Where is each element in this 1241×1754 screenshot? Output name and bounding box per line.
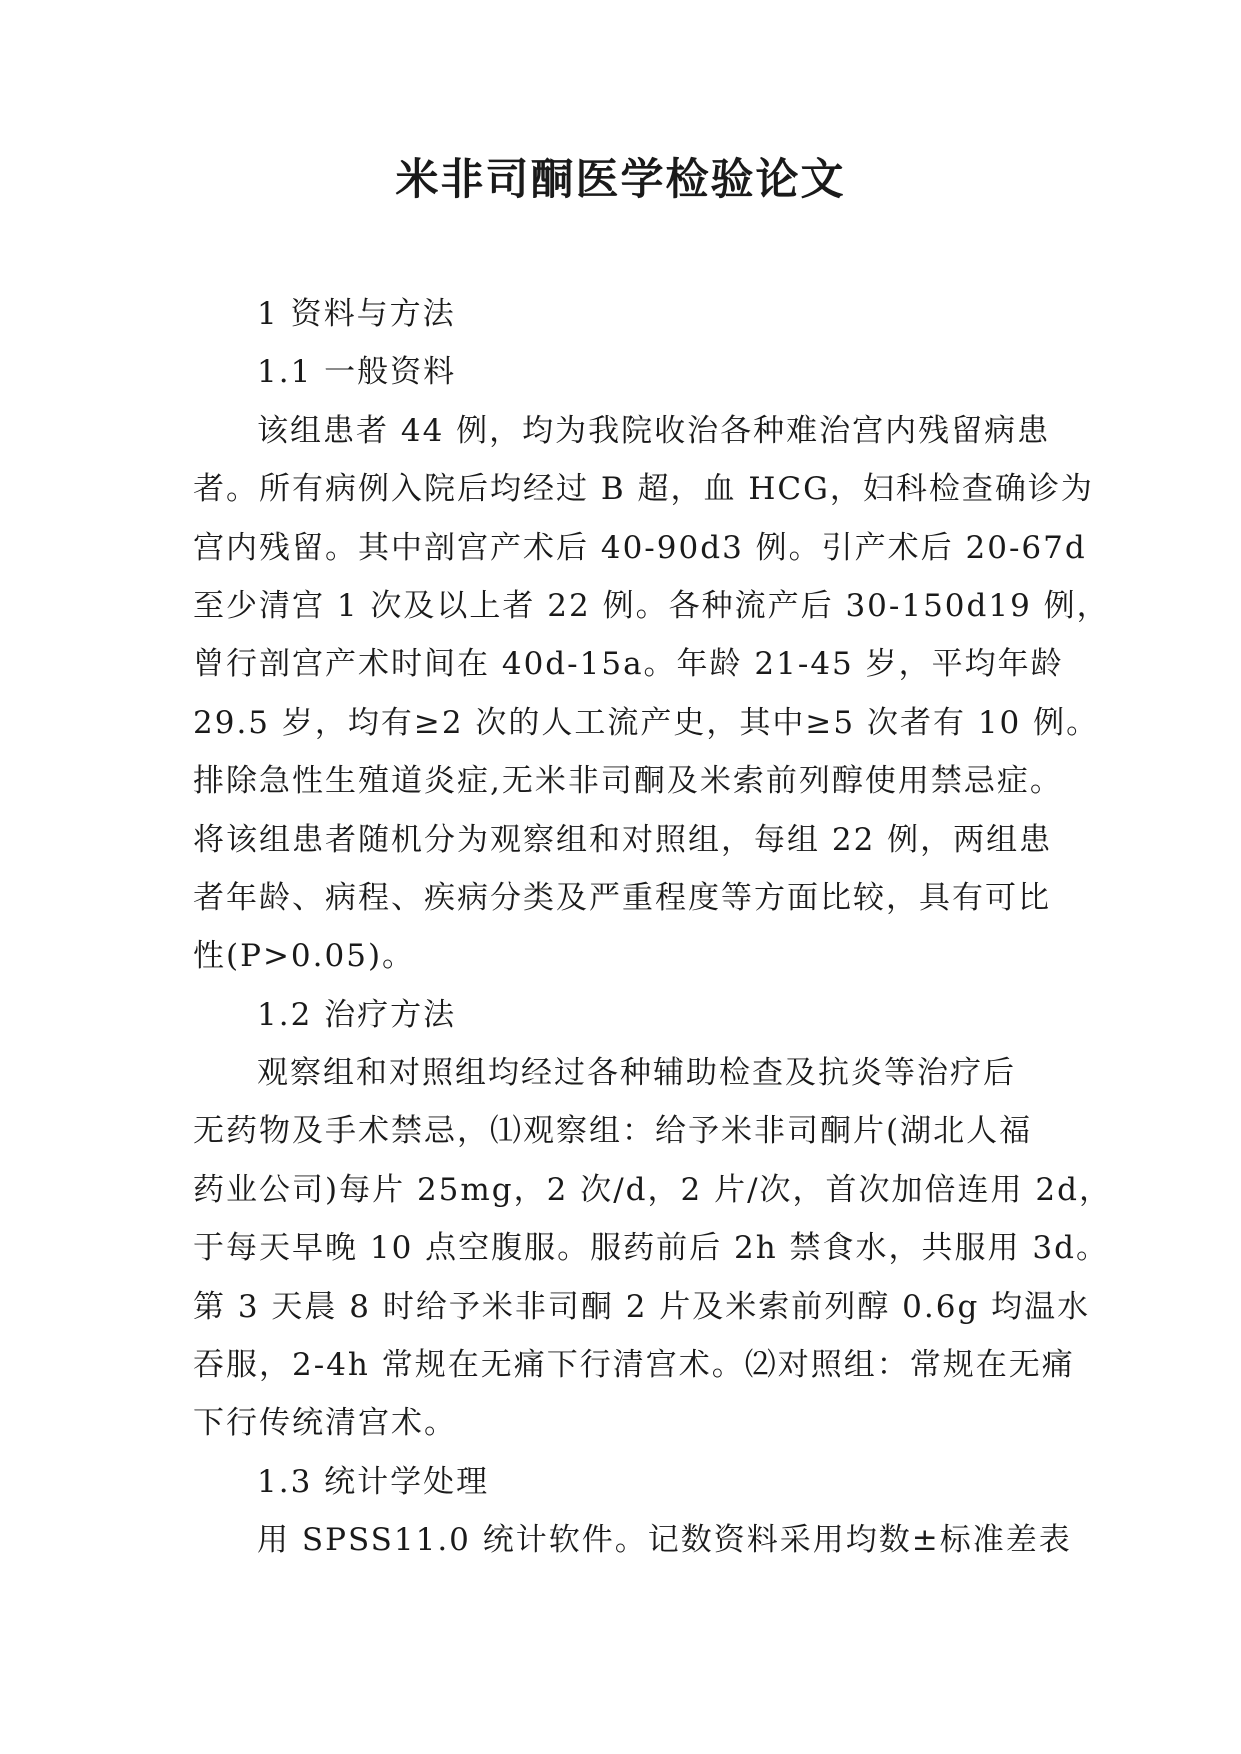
text-line: 曾行剖宫产术时间在 40d-15a。年龄 21-45 岁，平均年龄: [193, 646, 1064, 683]
text-line: 者年龄、病程、疾病分类及严重程度等方面比较，具有可比: [193, 879, 1051, 916]
text-line: 将该组患者随机分为观察组和对照组，每组 22 例，两组患: [193, 821, 1053, 858]
text-line: 29.5 岁，均有≥2 次的人工流产史，其中≥5 次者有 10 例。: [193, 704, 1100, 741]
text-line: 于每天早晚 10 点空腹服。服药前后 2h 禁食水，共服用 3d。: [193, 1230, 1109, 1267]
text-line: 药业公司)每片 25mg，2 次/d，2 片/次，首次加倍连用 2d，: [193, 1171, 1112, 1208]
text-line: 1 资料与方法: [257, 296, 456, 332]
text-line: 1.1 一般资料: [257, 354, 457, 391]
text-line: 下行传统清宫术。: [193, 1405, 457, 1442]
text-line: 性(P>0.05)。: [193, 938, 416, 975]
text-line: 第 3 天晨 8 时给予米非司酮 2 片及米索前列醇 0.6g 均温水: [193, 1288, 1091, 1325]
text-line: 吞服，2-4h 常规在无痛下行清宫术。⑵对照组：常规在无痛: [193, 1347, 1075, 1384]
document-body: [193, 285, 1112, 1570]
text-line: 者。所有病例入院后均经过 B 超，血 HCG，妇科检查确诊为: [193, 471, 1094, 508]
document-title: 米非司酮医学检验论文: [395, 155, 846, 205]
text-line: 宫内残留。其中剖宫产术后 40-90d3 例。引产术后 20-67d: [193, 529, 1087, 566]
text-line: 排除急性生殖道炎症,无米非司酮及米索前列醇使用禁忌症。: [193, 763, 1063, 800]
text-line: 观察组和对照组均经过各种辅助检查及抗炎等治疗后: [257, 1055, 1016, 1092]
text-line: 1.3 统计学处理: [257, 1463, 490, 1500]
text-line: 至少清宫 1 次及以上者 22 例。各种流产后 30-150d19 例，: [193, 587, 1110, 624]
text-line: 该组患者 44 例，均为我院收治各种难治宫内残留病患: [257, 412, 1051, 449]
text-line: 无药物及手术禁忌，⑴观察组：给予米非司酮片(湖北人福: [193, 1113, 1033, 1150]
text-line: 用 SPSS11.0 统计软件。记数资料采用均数±标准差表: [257, 1522, 1072, 1559]
text-line: 1.2 治疗方法: [257, 996, 457, 1033]
